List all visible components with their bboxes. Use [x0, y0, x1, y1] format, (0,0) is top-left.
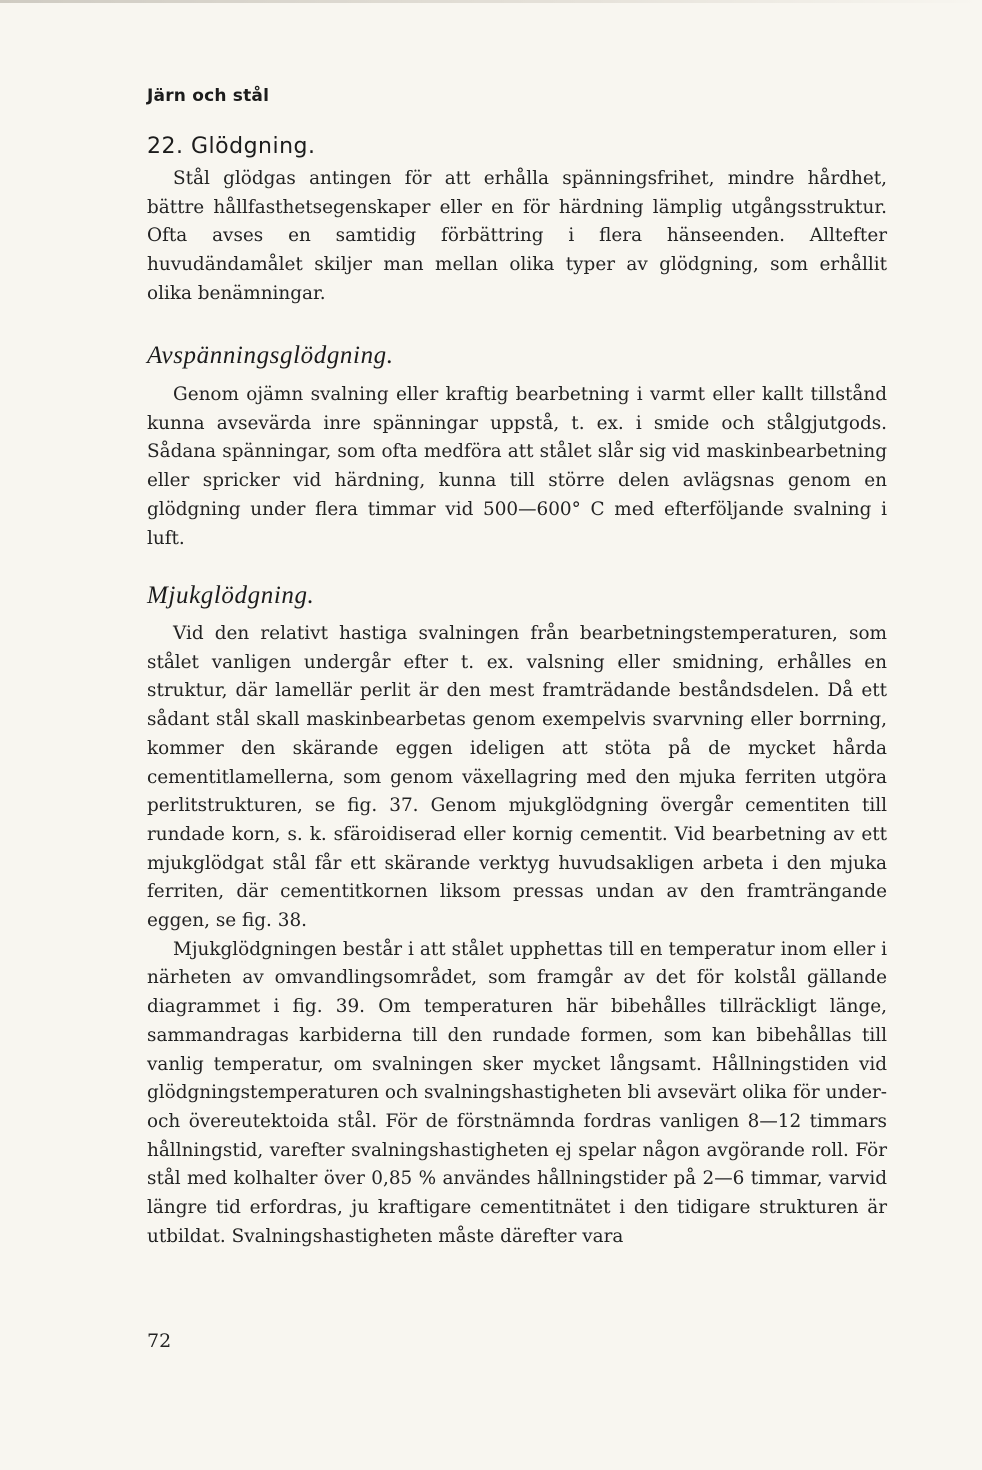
subheading-mjuk: Mjukglödgning. — [147, 582, 315, 609]
page-number: 72 — [147, 1330, 172, 1352]
intro-paragraph-block — [147, 165, 887, 309]
section-title: 22. Glödgning. — [147, 134, 316, 159]
mjuk-paragraph-1: Vid den relativt hastiga svalningen från bearbetningstemperaturen, som stålet vanligen undergår efter t. ex. valsning eller smidning, erhålles en struktur, där lamellär perlit är den mest framträdande beståndsdelen. Då ett sådant stål skall maskinbearbetas genom exempelvis svarvning eller borrning, kommer den skärande eggen ideligen att stöta på de mycket hårda cementitlamellerna, som genom växellagring med den mjuka ferriten utgöra perlitstrukturen, se fig. 37. Genom mjukglödgning övergår cementiten till rundade korn, s. k. sfäroidiserad eller kornig cementit. Vid bearbetning av ett mjukglödgat stål får ett skärande verktyg huvudsakligen arbeta i den mjuka ferriten, där cementitkornen liksom pressas undan av den framträngande eggen, se fig. 38. — [147, 623, 887, 932]
avspanning-paragraph-block — [147, 381, 887, 553]
avspanning-paragraph: Genom ojämn svalning eller kraftig bearbetning i varmt eller kallt tillstånd kunna avsevärda inre spänningar uppstå, t. ex. i smide och stålgjutgods. Sådana spänningar, som ofta medföra att stålet slår sig vid maskinbearbetning eller spricker vid härdning, kunna till större delen avlägsnas genom en glödgning under flera timmar vid 500—600° C med efterföljande svalning i luft. — [147, 384, 887, 549]
page-edge — [0, 0, 982, 3]
intro-paragraph: Stål glödgas antingen för att erhålla spänningsfrihet, mindre hårdhet, bättre hållfasthetsegenskaper eller en för härdning lämplig utgångsstruktur. Ofta avses en samtidig förbättring i flera hänseenden. Alltefter huvudändamålet skiljer man mellan olika typer av glödgning, som erhållit olika benämningar. — [147, 168, 887, 304]
subheading-avspanning: Avspänningsglödgning. — [147, 342, 394, 369]
running-header: Järn och stål — [147, 86, 270, 106]
mjuk-paragraph-2: Mjukglödgningen består i att stålet upphettas till en temperatur inom eller i närheten av omvandlingsområdet, som framgår av det för kolstål gällande diagrammet i fig. 39. Om temperaturen här bibehålles tillräckligt länge, sammandragas karbiderna till den rundade formen, som kan bibehållas till vanlig temperatur, om svalningen sker mycket långsamt. Hållningstiden vid glödgningstemperaturen och svalningshastigheten bli avsevärt olika för under- och övereutektoida stål. För de förstnämnda fordras vanligen 8—12 timmars hållningstid, varefter svalningshastigheten ej spelar någon avgörande roll. För stål med kolhalter över 0,85 % användes hållningstider på 2—6 timmar, varvid längre tid erfordras, ju kraftigare cementitnätet i den tidigare strukturen är utbildat. Svalningshastigheten måste därefter vara — [147, 938, 887, 1247]
mjuk-paragraph-block — [147, 620, 887, 1251]
